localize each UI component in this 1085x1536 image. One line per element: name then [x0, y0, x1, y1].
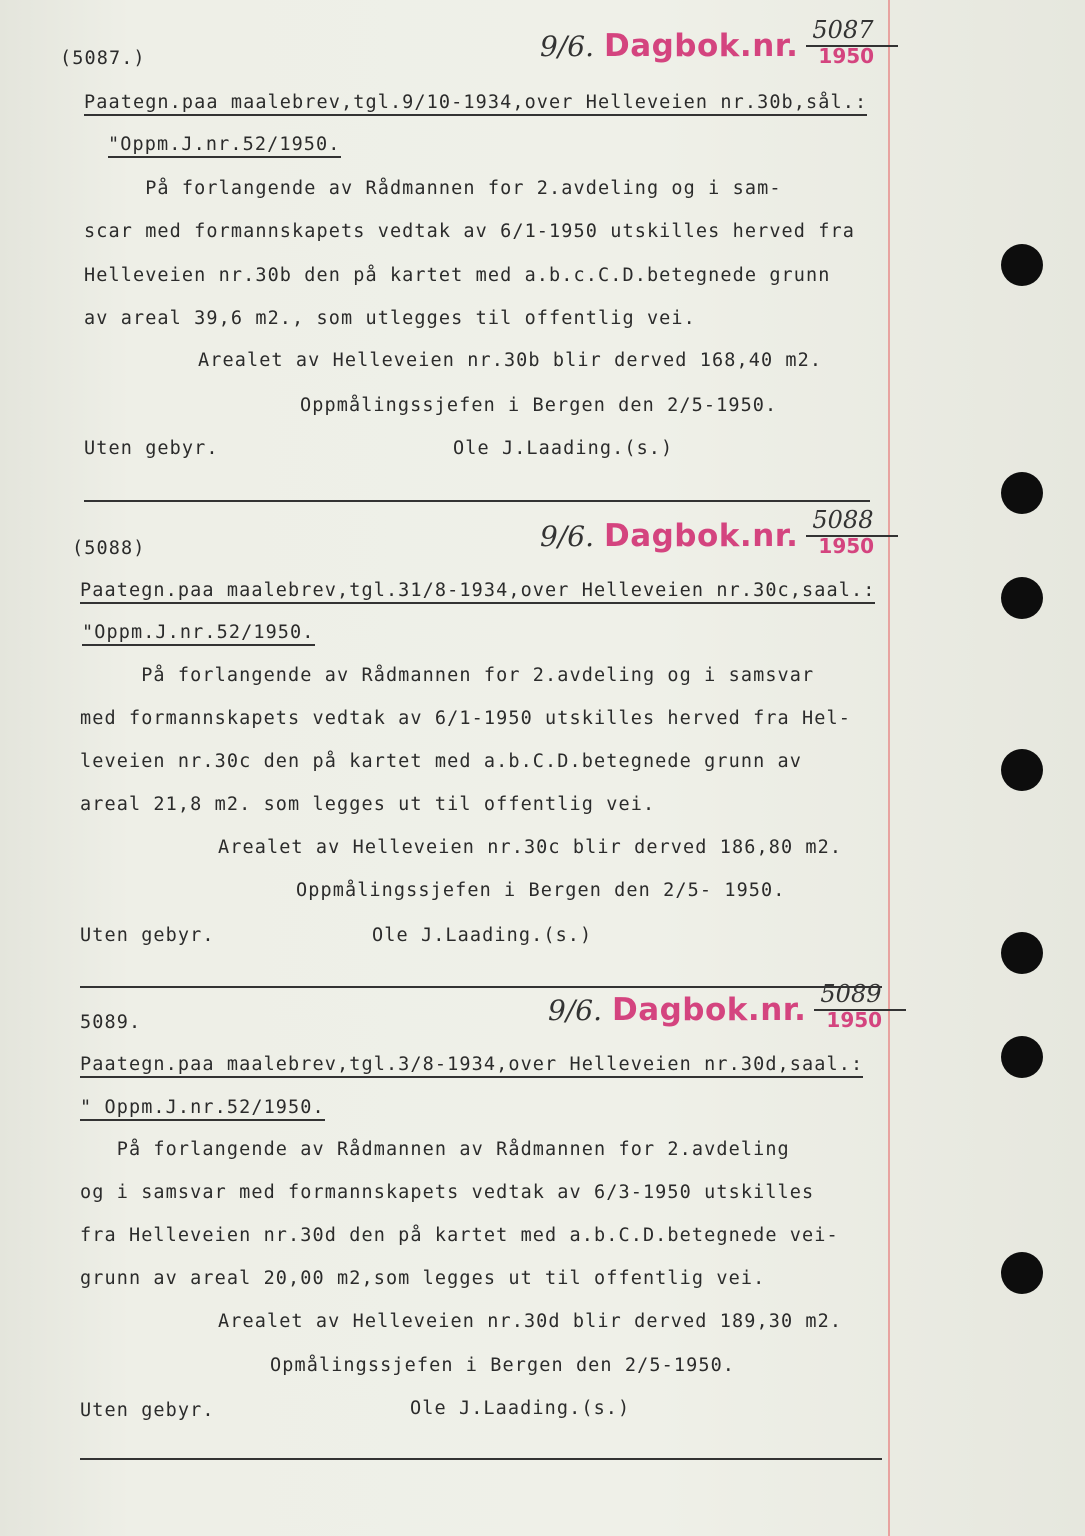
journal-ref: [82, 622, 315, 644]
punch-hole: [1001, 749, 1043, 791]
punch-hole: [1001, 1036, 1043, 1078]
stamp-number: [814, 980, 910, 1032]
separator-rule: [80, 1458, 882, 1460]
entry-heading: [80, 580, 875, 602]
stamp-handwritten-number: 5089: [820, 980, 882, 1008]
stamp-label: Dagbok.nr.: [603, 518, 799, 554]
stamp-handwritten-number: 5088: [812, 506, 874, 534]
body-line: og i samsvar med formannskapets vedtak av 6/3-1950 utskilles: [80, 1182, 815, 1203]
body-line: scar med formannskapets vedtak av 6/1-1950 utskilles herved fra: [84, 221, 855, 242]
body-line: areal 21,8 m2. som legges ut til offentlig vei.: [80, 794, 656, 815]
area-line: Arealet av Helleveien nr.30b blir derved 168,40 m2.: [198, 350, 823, 371]
punch-hole: [1001, 244, 1043, 286]
journal-ref-text: "Oppm.J.nr.52/1950.: [82, 622, 315, 646]
stamp-date: 9/6.: [548, 994, 602, 1027]
stamp-date: 9/6.: [540, 30, 594, 63]
punch-hole: [1001, 472, 1043, 514]
stamp-date: 9/6.: [540, 520, 594, 553]
stamp-year: 1950: [818, 534, 875, 558]
body-line: leveien nr.30c den på kartet med a.b.C.D.betegnede grunn av: [80, 751, 803, 772]
office-line: Oppmålingssjefen i Bergen den 2/5- 1950.: [296, 880, 786, 901]
body-line: grunn av areal 20,00 m2,som legges ut til offentlig vei.: [80, 1268, 766, 1289]
entry-heading: [80, 1054, 863, 1076]
fee-line: Uten gebyr.: [84, 438, 219, 459]
stamp-number: [806, 506, 902, 558]
dagbok-stamp: [548, 980, 910, 1032]
fee-line: Uten gebyr.: [80, 925, 215, 946]
body-line: På forlangende av Rådmannen for 2.avdeling og i samsvar: [80, 665, 815, 686]
stamp-number: [806, 16, 902, 68]
entry-heading-text: Paategn.paa maalebrev,tgl.31/8-1934,over Helleveien nr.30c,saal.:: [80, 580, 875, 604]
punch-hole: [1001, 1252, 1043, 1294]
area-line: Arealet av Helleveien nr.30c blir derved 186,80 m2.: [218, 837, 843, 858]
signature-line: Ole J.Laading.(s.): [372, 925, 593, 946]
entry-ref: (5087.): [60, 48, 146, 69]
body-line: Helleveien nr.30b den på kartet med a.b.c.C.D.betegnede grunn: [84, 265, 831, 286]
body-line: På forlangende av Rådmannen for 2.avdeling og i sam-: [84, 178, 782, 199]
stamp-year: 1950: [826, 1008, 883, 1032]
punch-hole: [1001, 577, 1043, 619]
body-line: av areal 39,6 m2., som utlegges til offentlig vei.: [84, 308, 696, 329]
body-line: fra Helleveien nr.30d den på kartet med a.b.C.D.betegnede vei-: [80, 1225, 839, 1246]
dagbok-stamp: [540, 506, 902, 558]
area-line: Arealet av Helleveien nr.30d blir derved 189,30 m2.: [218, 1311, 843, 1332]
signature-line: Ole J.Laading.(s.): [410, 1398, 631, 1419]
body-line: På forlangende av Rådmannen av Rådmannen for 2.avdeling: [80, 1139, 790, 1160]
dagbok-stamp: [540, 16, 902, 68]
stamp-year: 1950: [818, 44, 875, 68]
journal-ref: [108, 134, 341, 156]
stamp-label: Dagbok.nr.: [603, 28, 799, 64]
margin-line: [888, 0, 890, 1536]
entry-heading-text: Paategn.paa maalebrev,tgl.9/10-1934,over Helleveien nr.30b,sål.:: [84, 92, 867, 116]
journal-ref-text: "Oppm.J.nr.52/1950.: [108, 134, 341, 158]
stamp-handwritten-number: 5087: [812, 16, 874, 44]
separator-rule: [84, 500, 870, 502]
signature-line: Ole J.Laading.(s.): [453, 438, 674, 459]
office-line: Opmålingssjefen i Bergen den 2/5-1950.: [270, 1355, 736, 1376]
punch-hole: [1001, 932, 1043, 974]
office-line: Oppmålingssjefen i Bergen den 2/5-1950.: [300, 395, 778, 416]
stamp-label: Dagbok.nr.: [611, 992, 807, 1028]
journal-ref-text: " Oppm.J.nr.52/1950.: [80, 1097, 325, 1121]
separator-rule: [80, 986, 882, 988]
entry-heading: [84, 92, 867, 114]
entry-ref: 5089.: [80, 1012, 142, 1033]
entry-heading-text: Paategn.paa maalebrev,tgl.3/8-1934,over Helleveien nr.30d,saal.:: [80, 1054, 863, 1078]
body-line: med formannskapets vedtak av 6/1-1950 utskilles herved fra Hel-: [80, 708, 851, 729]
fee-line: Uten gebyr.: [80, 1400, 215, 1421]
entry-ref: (5088): [72, 538, 146, 559]
journal-ref: [80, 1097, 325, 1119]
